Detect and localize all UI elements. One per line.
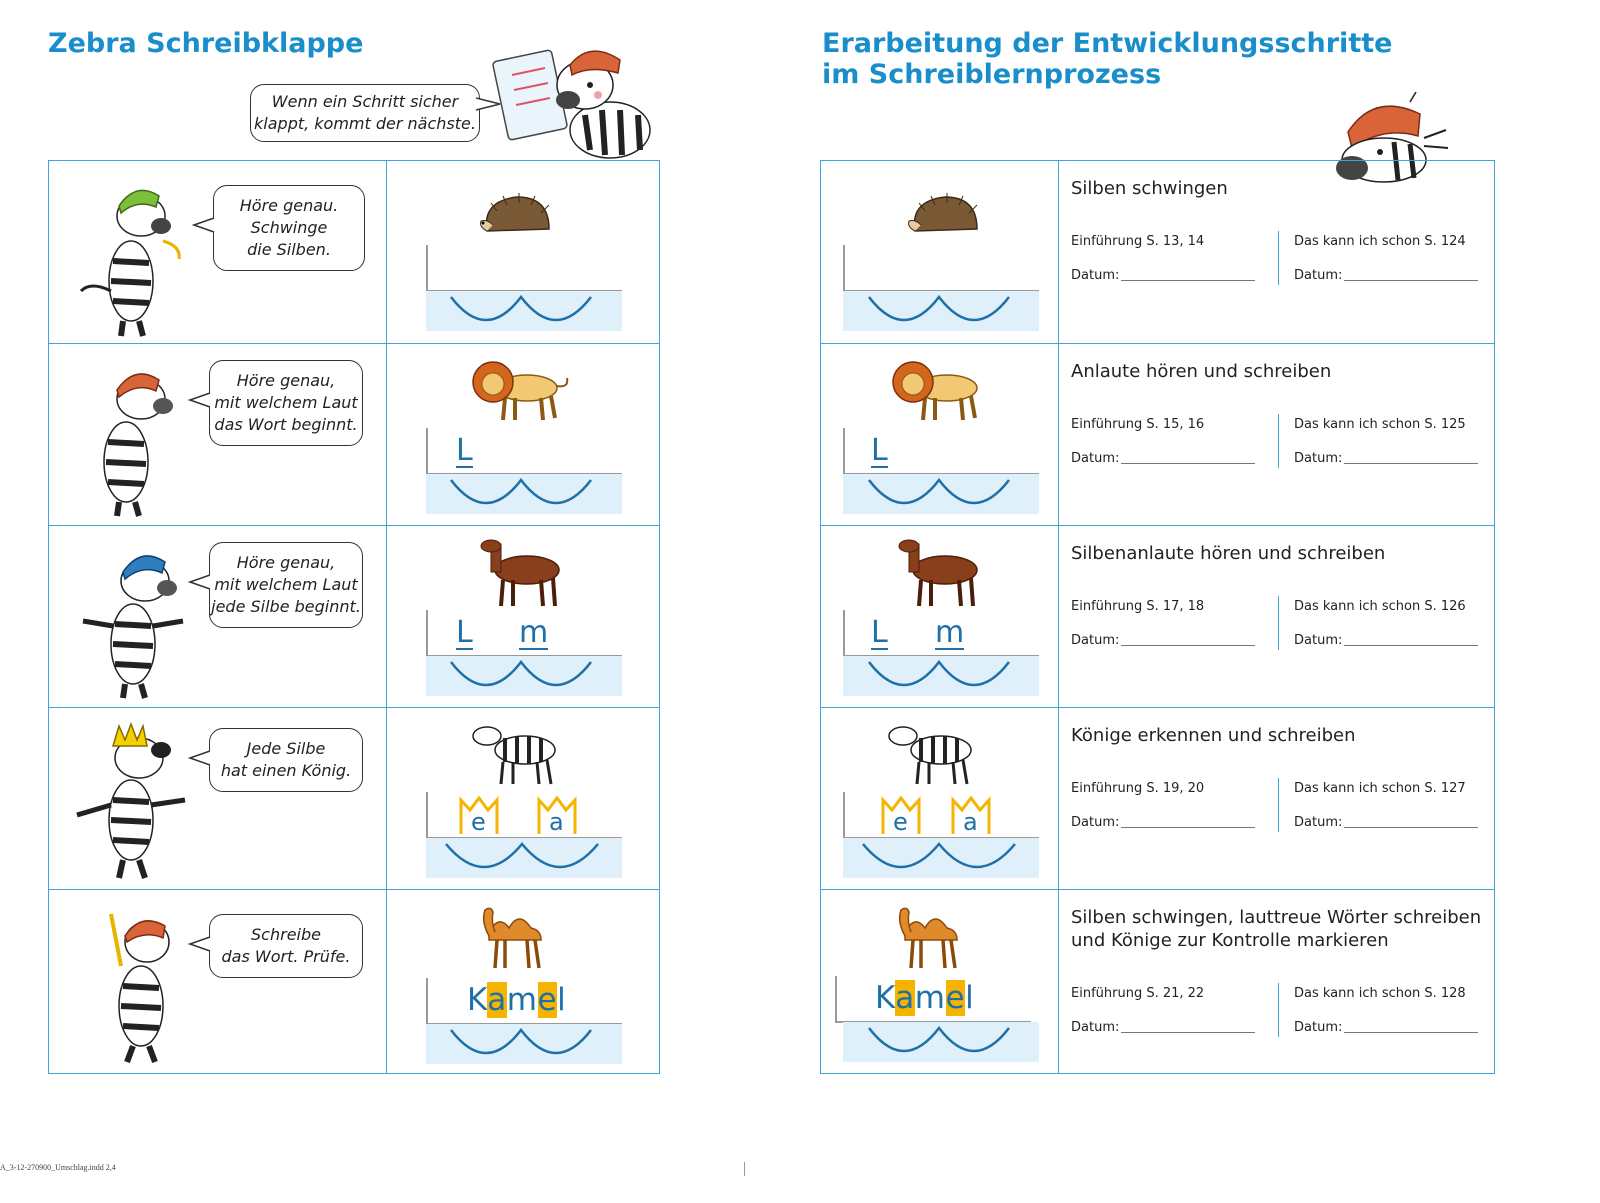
syllable-arcs bbox=[867, 1024, 1017, 1058]
word-letter: m bbox=[506, 982, 538, 1018]
bubble-line: die Silben. bbox=[247, 240, 331, 259]
step-speech-bubble bbox=[209, 728, 363, 792]
intro-bubble-line: klappt, kommt der nächste. bbox=[254, 114, 476, 133]
word-letter-king: e bbox=[537, 982, 558, 1018]
step-title-line: und Könige zur Kontrolle markieren bbox=[1071, 930, 1389, 951]
word-letter: K bbox=[875, 980, 896, 1016]
date-field-intro[interactable] bbox=[1121, 463, 1255, 464]
date-label: Datum: bbox=[1294, 268, 1343, 283]
word-letter: l bbox=[557, 982, 567, 1018]
syllable-arcs bbox=[449, 658, 599, 692]
right-title-line: im Schreiblernprozess bbox=[822, 59, 1162, 90]
syllable-arcs bbox=[449, 293, 599, 327]
syllable-arcs bbox=[861, 840, 1021, 874]
bubble-line: Schwinge bbox=[250, 218, 328, 237]
practice-word bbox=[875, 980, 974, 1016]
hedgehog-icon bbox=[477, 191, 557, 237]
fold-mark bbox=[744, 1162, 745, 1176]
word-letter: m bbox=[914, 980, 946, 1016]
step-speech-bubble bbox=[209, 914, 363, 978]
intro-speech-bubble bbox=[250, 84, 480, 142]
date-label: Datum: bbox=[1294, 1020, 1343, 1035]
date-field-mastered[interactable] bbox=[1344, 463, 1478, 464]
crown-letter: e bbox=[471, 808, 486, 836]
bubble-line: jede Silbe beginnt. bbox=[211, 597, 361, 616]
letter-L: L bbox=[456, 615, 473, 650]
step-speech-bubble bbox=[209, 360, 363, 446]
mastered-reference: Das kann ich schon S. 127 bbox=[1294, 781, 1466, 796]
date-label: Datum: bbox=[1071, 815, 1120, 830]
date-field-mastered[interactable] bbox=[1344, 280, 1478, 281]
zebra-green-hat-icon bbox=[71, 171, 191, 341]
syllable-arcs bbox=[449, 476, 599, 510]
date-label: Datum: bbox=[1071, 268, 1120, 283]
date-label: Datum: bbox=[1071, 633, 1120, 648]
bubble-line: Höre genau, bbox=[236, 553, 336, 572]
right-step-row bbox=[821, 525, 1494, 708]
right-steps-table bbox=[820, 160, 1495, 1074]
right-step-row bbox=[821, 343, 1494, 526]
zebra-crown-icon bbox=[67, 720, 197, 885]
bubble-line: mit welchem Laut bbox=[214, 393, 358, 412]
date-field-mastered[interactable] bbox=[1344, 827, 1478, 828]
mastered-reference: Das kann ich schon S. 124 bbox=[1294, 234, 1466, 249]
right-step-row bbox=[821, 161, 1494, 343]
syllable-arcs bbox=[444, 840, 604, 874]
intro-reference: Einführung S. 19, 20 bbox=[1071, 781, 1205, 796]
print-slug: A_3-12-270900_Umschlag.indd 2,4 bbox=[0, 1163, 116, 1172]
intro-reference: Einführung S. 17, 18 bbox=[1071, 599, 1205, 614]
syllable-arcs bbox=[867, 476, 1017, 510]
letter-m: m bbox=[935, 615, 965, 650]
date-label: Datum: bbox=[1294, 815, 1343, 830]
step-title-line: Silbenanlaute hören und schreiben bbox=[1071, 543, 1386, 564]
date-field-mastered[interactable] bbox=[1344, 645, 1478, 646]
syllable-arcs bbox=[867, 293, 1017, 327]
left-step-row bbox=[49, 889, 659, 1074]
word-letter: l bbox=[965, 980, 975, 1016]
intro-reference: Einführung S. 15, 16 bbox=[1071, 417, 1205, 432]
crown-letter: a bbox=[963, 808, 978, 836]
zebra-red-hat-icon bbox=[71, 354, 191, 519]
bubble-line: mit welchem Laut bbox=[214, 575, 358, 594]
intro-bubble-line: Wenn ein Schritt sicher bbox=[271, 92, 459, 111]
left-step-row bbox=[49, 525, 659, 708]
step-title bbox=[1071, 724, 1356, 747]
step-title-line: Könige erkennen und schreiben bbox=[1071, 725, 1356, 746]
mastered-reference: Das kann ich schon S. 125 bbox=[1294, 417, 1466, 432]
word-letter-king: a bbox=[895, 980, 915, 1016]
word-letter: K bbox=[467, 982, 488, 1018]
llama-icon bbox=[887, 536, 983, 608]
llama-icon bbox=[469, 536, 565, 608]
hedgehog-icon bbox=[905, 191, 985, 237]
zebra-pencil-icon bbox=[81, 906, 201, 1066]
date-label: Datum: bbox=[1294, 633, 1343, 648]
lion-icon bbox=[889, 358, 993, 424]
camel-icon bbox=[475, 902, 559, 972]
syllable-arcs bbox=[867, 658, 1017, 692]
letter-L: L bbox=[871, 615, 888, 650]
step-title bbox=[1071, 360, 1331, 383]
bubble-line: Höre genau, bbox=[236, 371, 336, 390]
lion-icon bbox=[469, 358, 573, 424]
left-page-title: Zebra Schreibklappe bbox=[48, 28, 364, 59]
zebra-icon bbox=[469, 718, 565, 788]
left-step-row bbox=[49, 343, 659, 526]
step-speech-bubble bbox=[213, 185, 365, 271]
date-label: Datum: bbox=[1071, 1020, 1120, 1035]
step-title-line: Anlaute hören und schreiben bbox=[1071, 361, 1332, 382]
date-label: Datum: bbox=[1294, 451, 1343, 466]
date-field-intro[interactable] bbox=[1121, 827, 1255, 828]
date-field-mastered[interactable] bbox=[1344, 1032, 1478, 1033]
intro-reference: Einführung S. 13, 14 bbox=[1071, 234, 1205, 249]
letter-L: L bbox=[456, 433, 473, 468]
step-title bbox=[1071, 906, 1481, 952]
step-title-line: Silben schwingen, lauttreue Wörter schreiben bbox=[1071, 907, 1482, 928]
step-title bbox=[1071, 177, 1228, 200]
word-letter-king: a bbox=[487, 982, 507, 1018]
mastered-reference: Das kann ich schon S. 126 bbox=[1294, 599, 1466, 614]
right-step-row bbox=[821, 889, 1494, 1074]
bubble-line: Höre genau. bbox=[239, 196, 339, 215]
word-letter-king: e bbox=[945, 980, 966, 1016]
date-field-intro[interactable] bbox=[1121, 280, 1255, 281]
zebra-icon bbox=[885, 718, 981, 788]
step-title bbox=[1071, 542, 1385, 565]
crown-letter: e bbox=[893, 808, 908, 836]
practice-word bbox=[467, 982, 566, 1018]
zebra-blue-hat-icon bbox=[73, 536, 193, 701]
left-step-row bbox=[49, 707, 659, 890]
step-speech-bubble bbox=[209, 542, 363, 628]
reading-zebra-illustration bbox=[490, 35, 665, 160]
bubble-line: Jede Silbe bbox=[246, 739, 326, 758]
date-field-intro[interactable] bbox=[1121, 1032, 1255, 1033]
left-steps-table bbox=[48, 160, 660, 1074]
right-step-row bbox=[821, 707, 1494, 890]
bubble-line: Schreibe bbox=[251, 925, 321, 944]
camel-icon bbox=[891, 902, 975, 972]
left-step-row bbox=[49, 161, 659, 343]
mastered-reference: Das kann ich schon S. 128 bbox=[1294, 986, 1466, 1001]
right-title-line: Erarbeitung der Entwicklungsschritte bbox=[822, 28, 1393, 59]
step-title-line: Silben schwingen bbox=[1071, 178, 1228, 199]
letter-L: L bbox=[871, 433, 888, 468]
syllable-arcs bbox=[449, 1026, 599, 1060]
crown-letter: a bbox=[549, 808, 564, 836]
letter-m: m bbox=[519, 615, 549, 650]
date-label: Datum: bbox=[1071, 451, 1120, 466]
bubble-line: das Wort beginnt. bbox=[214, 415, 358, 434]
bubble-line: das Wort. Prüfe. bbox=[221, 947, 351, 966]
date-field-intro[interactable] bbox=[1121, 645, 1255, 646]
intro-reference: Einführung S. 21, 22 bbox=[1071, 986, 1205, 1001]
right-page-title bbox=[822, 28, 1392, 90]
bubble-line: hat einen König. bbox=[220, 761, 352, 780]
